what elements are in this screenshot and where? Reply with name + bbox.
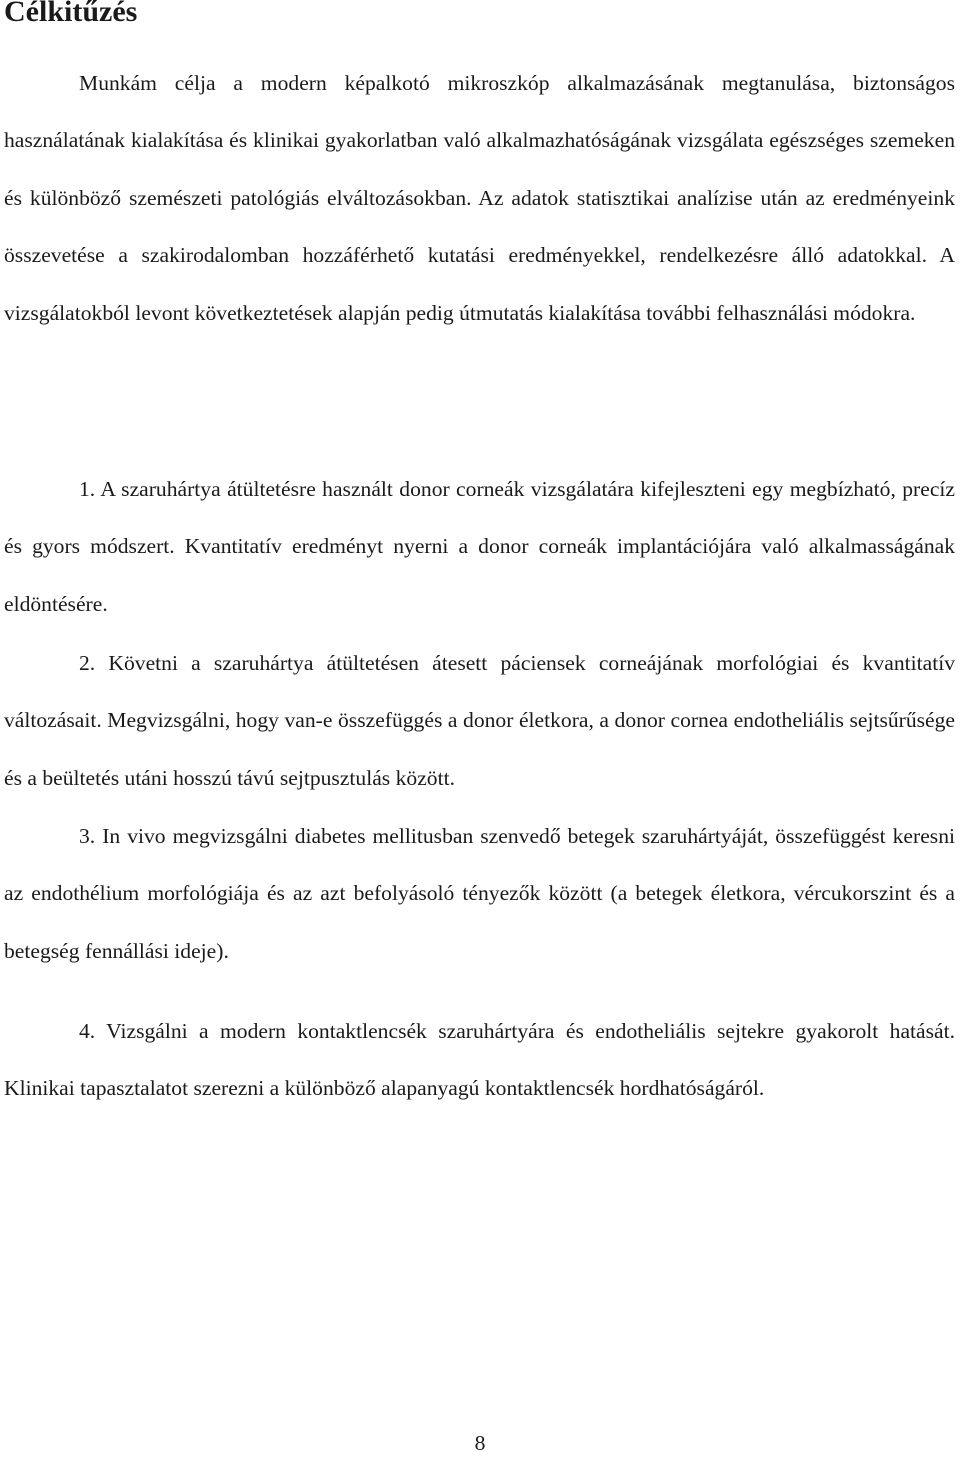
objective-item-3: 3. In vivo megvizsgálni diabetes mellitusban szenvedő betegek szaruhártyáját, összefüggést keresni az endothélium morfológiája és az azt befolyásoló tényezők között (a betegek életkora, vércukorszint és a betegség fennállási ideje). bbox=[4, 824, 955, 963]
objective-item-4: 4. Vizsgálni a modern kontaktlencsék szaruhártyára és endotheliális sejtekre gyakorolt hatását. Klinikai tapasztalatot szerezni a különböző alapanyagú kontaktlencsék hordhatóságáról. bbox=[4, 1019, 955, 1101]
intro-paragraph: Munkám célja a modern képalkotó mikroszkóp alkalmazásának megtanulása, biztonságos használatának kialakítása és klinikai gyakorlatban való alkalmazhatóságának vizsgálata egészséges szemeken és különböző szemészeti patológiás elváltozásokban. Az adatok statisztikai analízise után az eredményeink összevetése a szakirodalomban hozzáférhető kutatási eredményekkel, rendelkezésre álló adatokkal. A vizsgálatokból levont következtetések alapján pedig útmutatás kialakítása további felhasználási módokra. bbox=[4, 71, 955, 325]
objective-item-2: 2. Követni a szaruhártya átültetésen átesett páciensek corneájának morfológiai és kvantitatív változásait. Megvizsgálni, hogy van-e összefüggés a donor életkora, a donor cornea endotheliális sejtsűrűsége és a beültetés utáni hosszú távú sejtpusztulás között. bbox=[4, 651, 955, 790]
objective-item-1: 1. A szaruhártya átültetésre használt donor corneák vizsgálatára kifejleszteni egy megbízható, precíz és gyors módszert. Kvantitatív eredményt nyerni a donor corneák implantációjára való alkalmasságának eldöntésére. bbox=[4, 477, 955, 616]
page-title: Célkitűzés bbox=[4, 0, 138, 28]
page-number: 8 bbox=[474, 1431, 486, 1455]
